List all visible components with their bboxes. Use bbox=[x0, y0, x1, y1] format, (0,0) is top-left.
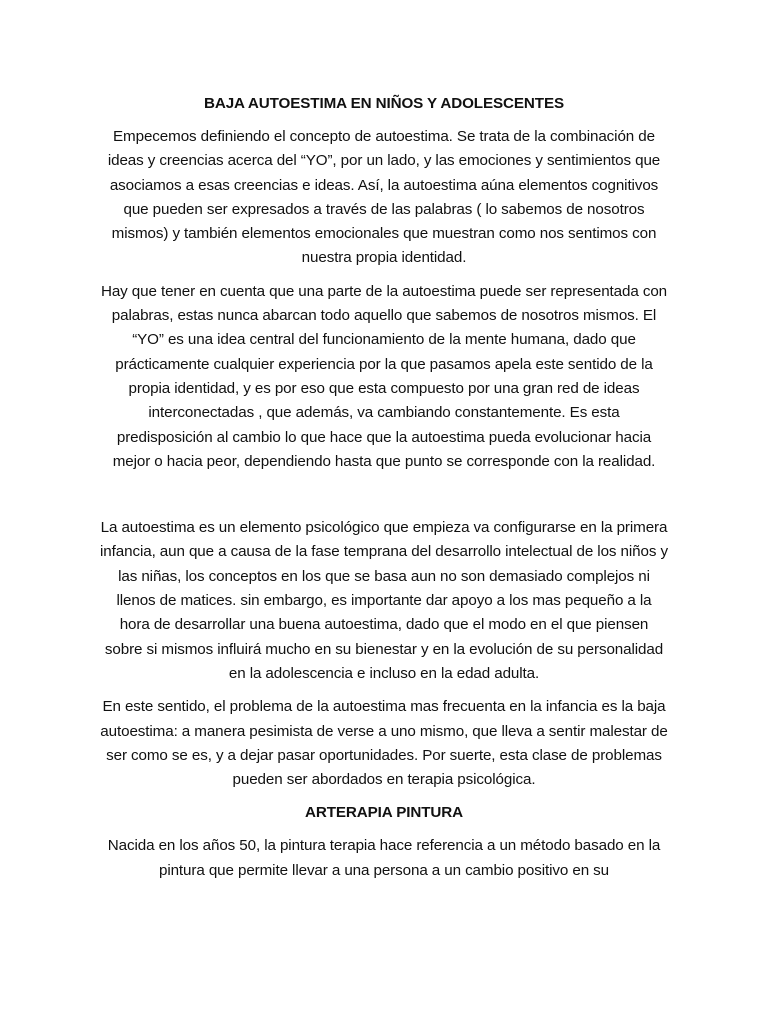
section-heading-arterapia: ARTERAPIA PINTURA bbox=[304, 804, 464, 822]
paragraph-arterapia: Nacida en los años 50, la pintura terapia hace referencia a un método basado en la pintura que permite llevar a una persona a un cambio positivo en su bbox=[107, 837, 661, 879]
blank-line bbox=[100, 483, 668, 516]
paragraph-yo-identity: Hay que tener en cuenta que una parte de la autoestima puede ser representada con palabras, estas nunca abarcan todo aquello que sabemos de nosotros mismos. El “YO” es una idea central del funcionamiento de la mente humana, dado que prácticamente cualquier experiencia por la que pasamos apela este sentido de la propia identidad, y es por eso que esta compuesto por una gran red de ideas interconectadas , que además, va cambiando constantemente. Es esta predisposición al cambio lo que hace que la autoestima pueda evolucionar hacia mejor o hacia peor, dependiendo hasta que punto se corresponde con la realidad. bbox=[100, 282, 668, 470]
paragraph-definition: Empecemos definiendo el concepto de autoestima. Se trata de la combinación de ideas y creencias acerca del “YO”, por un lado, y las emociones y sentimientos que asociamos a esas creencias e ideas. Así, la autoestima aúna elementos cognitivos que pueden ser expresados a través de las palabras ( lo sabemos de nosotros mismos) y también elementos emocionales que muestran como nos sentimos con nuestra propia identidad. bbox=[107, 128, 661, 267]
paragraph-childhood: La autoestima es un elemento psicológico que empieza va configurarse en la primera infancia, aun que a causa de la fase temprana del desarrollo intelectual de los niños y las niñas, los conceptos en los que se basa aun no son demasiado complejos ni llenos de matices. sin embargo, es importante dar apoyo a los mas pequeño a la hora de desarrollar una buena autoestima, dado que el modo en el que piensen sobre si mismos influirá mucho en su bienestar y en la evolución de su personalidad en la adolescencia e incluso en la edad adulta. bbox=[100, 519, 668, 682]
document-title: BAJA AUTOESTIMA EN NIÑOS Y ADOLESCENTES bbox=[203, 95, 565, 112]
paragraph-low-self-esteem: En este sentido, el problema de la autoestima mas frecuenta en la infancia es la baja autoestima: a manera pesimista de verse a uno mismo, que lleva a sentir malestar de ser como se es, y a dejar pasar oportunidades. Por suerte, esta clase de problemas pueden ser abordados en terapia psicológica. bbox=[100, 698, 668, 789]
document-body bbox=[100, 92, 668, 892]
